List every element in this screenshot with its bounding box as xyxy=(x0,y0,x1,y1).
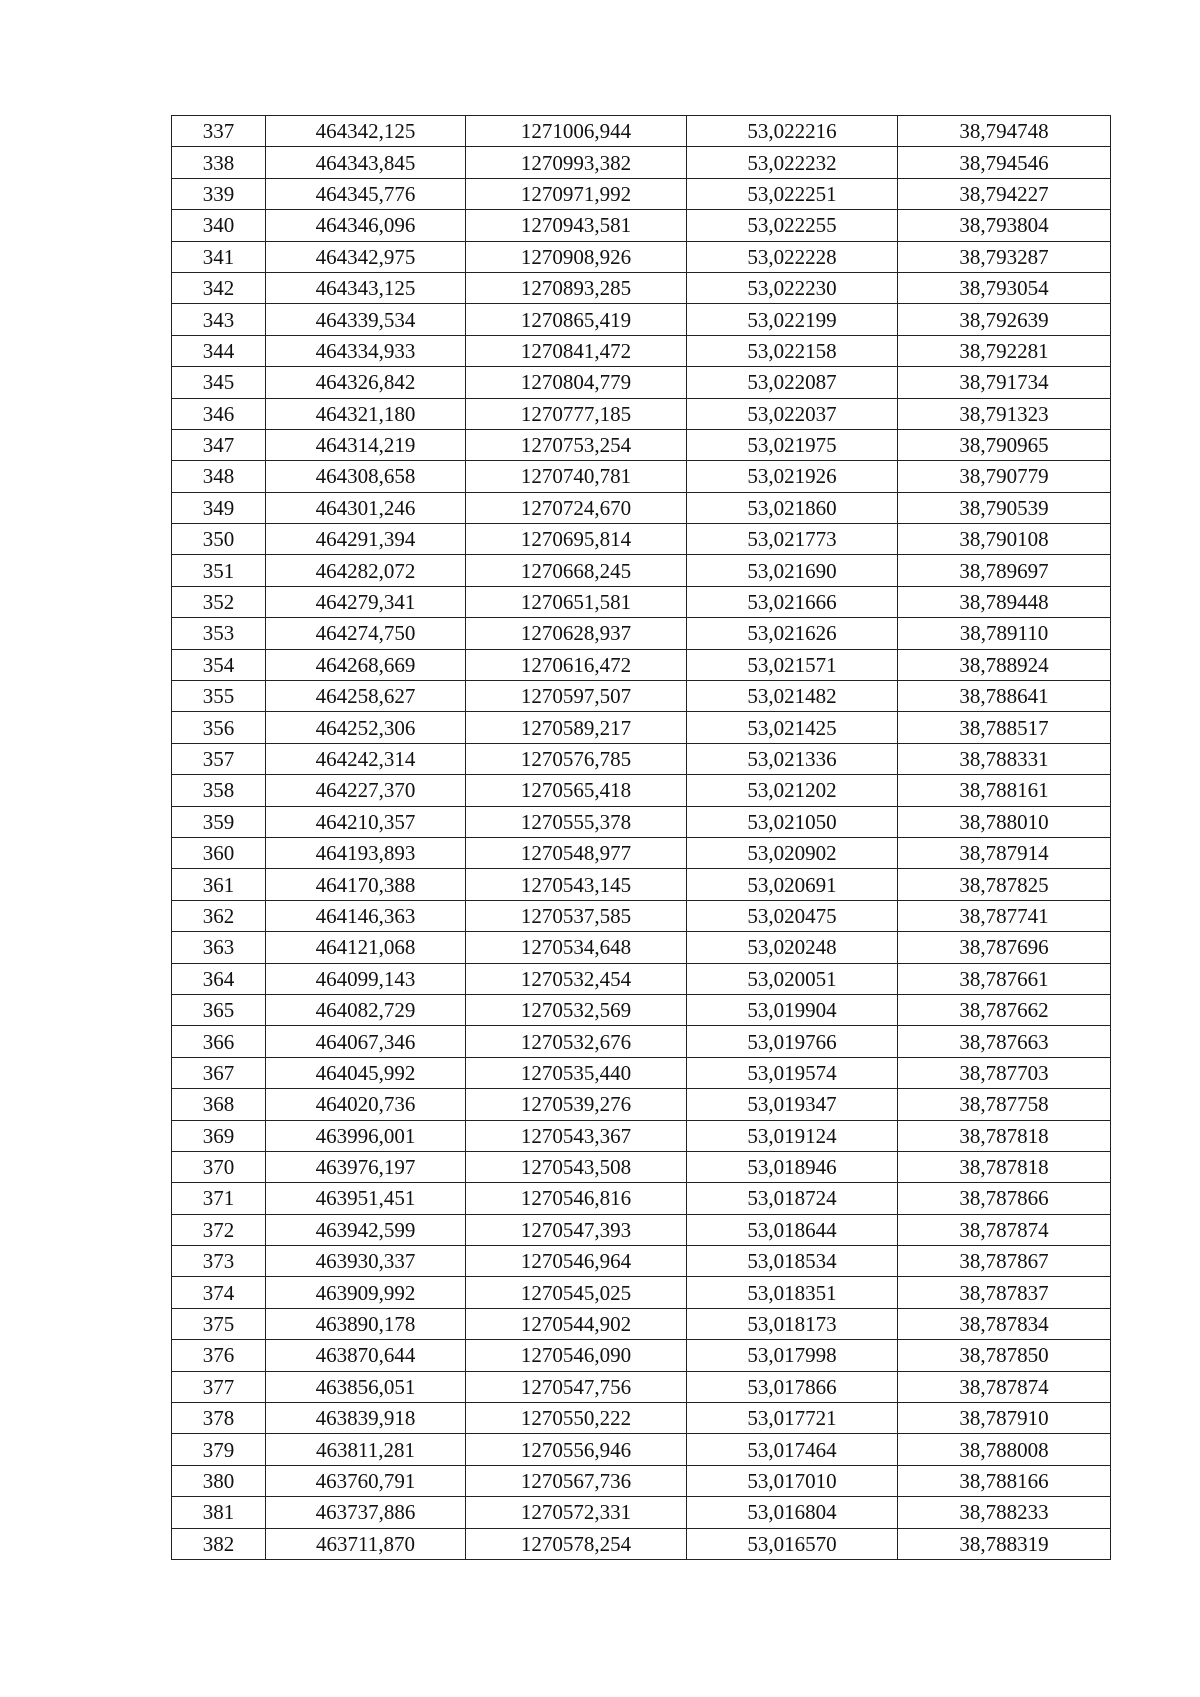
longitude-cell: 38,788331 xyxy=(898,743,1111,774)
table-row xyxy=(172,869,1111,900)
longitude-cell: 38,788010 xyxy=(898,806,1111,837)
point-number-cell: 353 xyxy=(172,618,266,649)
point-number-cell: 354 xyxy=(172,649,266,680)
latitude-cell: 53,017721 xyxy=(687,1403,898,1434)
y-coordinate-cell: 1270572,331 xyxy=(466,1497,687,1528)
x-coordinate-cell: 464227,370 xyxy=(266,775,466,806)
x-coordinate-cell: 463839,918 xyxy=(266,1403,466,1434)
x-coordinate-cell: 464252,306 xyxy=(266,712,466,743)
x-coordinate-cell: 464345,776 xyxy=(266,178,466,209)
point-number-cell: 380 xyxy=(172,1465,266,1496)
point-number-cell: 371 xyxy=(172,1183,266,1214)
x-coordinate-cell: 464210,357 xyxy=(266,806,466,837)
y-coordinate-cell: 1270543,508 xyxy=(466,1151,687,1182)
point-number-cell: 372 xyxy=(172,1214,266,1245)
y-coordinate-cell: 1270695,814 xyxy=(466,524,687,555)
x-coordinate-cell: 464339,534 xyxy=(266,304,466,335)
longitude-cell: 38,787661 xyxy=(898,963,1111,994)
y-coordinate-cell: 1270539,276 xyxy=(466,1089,687,1120)
latitude-cell: 53,016570 xyxy=(687,1528,898,1559)
latitude-cell: 53,020475 xyxy=(687,900,898,931)
longitude-cell: 38,787703 xyxy=(898,1057,1111,1088)
longitude-cell: 38,789697 xyxy=(898,555,1111,586)
longitude-cell: 38,787818 xyxy=(898,1120,1111,1151)
table-row xyxy=(172,1277,1111,1308)
point-number-cell: 355 xyxy=(172,681,266,712)
x-coordinate-cell: 463870,644 xyxy=(266,1340,466,1371)
point-number-cell: 378 xyxy=(172,1403,266,1434)
latitude-cell: 53,022216 xyxy=(687,116,898,147)
longitude-cell: 38,794227 xyxy=(898,178,1111,209)
x-coordinate-cell: 463760,791 xyxy=(266,1465,466,1496)
y-coordinate-cell: 1270971,992 xyxy=(466,178,687,209)
x-coordinate-cell: 464067,346 xyxy=(266,1026,466,1057)
longitude-cell: 38,792281 xyxy=(898,335,1111,366)
x-coordinate-cell: 464242,314 xyxy=(266,743,466,774)
table-row xyxy=(172,806,1111,837)
point-number-cell: 347 xyxy=(172,429,266,460)
y-coordinate-cell: 1270841,472 xyxy=(466,335,687,366)
x-coordinate-cell: 464274,750 xyxy=(266,618,466,649)
point-number-cell: 340 xyxy=(172,210,266,241)
x-coordinate-cell: 464343,845 xyxy=(266,147,466,178)
point-number-cell: 359 xyxy=(172,806,266,837)
latitude-cell: 53,022232 xyxy=(687,147,898,178)
y-coordinate-cell: 1270576,785 xyxy=(466,743,687,774)
x-coordinate-cell: 464082,729 xyxy=(266,994,466,1025)
y-coordinate-cell: 1270546,964 xyxy=(466,1246,687,1277)
table-row xyxy=(172,1308,1111,1339)
point-number-cell: 342 xyxy=(172,272,266,303)
x-coordinate-cell: 464282,072 xyxy=(266,555,466,586)
y-coordinate-cell: 1270547,756 xyxy=(466,1371,687,1402)
latitude-cell: 53,018946 xyxy=(687,1151,898,1182)
y-coordinate-cell: 1270534,648 xyxy=(466,932,687,963)
latitude-cell: 53,020902 xyxy=(687,837,898,868)
table-row xyxy=(172,1246,1111,1277)
x-coordinate-cell: 464343,125 xyxy=(266,272,466,303)
y-coordinate-cell: 1270753,254 xyxy=(466,429,687,460)
point-number-cell: 349 xyxy=(172,492,266,523)
x-coordinate-cell: 464326,842 xyxy=(266,367,466,398)
x-coordinate-cell: 463711,870 xyxy=(266,1528,466,1559)
point-number-cell: 368 xyxy=(172,1089,266,1120)
table-row xyxy=(172,304,1111,335)
longitude-cell: 38,789448 xyxy=(898,586,1111,617)
y-coordinate-cell: 1270548,977 xyxy=(466,837,687,868)
table-row xyxy=(172,461,1111,492)
longitude-cell: 38,788166 xyxy=(898,1465,1111,1496)
table-row xyxy=(172,1340,1111,1371)
x-coordinate-cell: 463996,001 xyxy=(266,1120,466,1151)
table-row xyxy=(172,272,1111,303)
longitude-cell: 38,788319 xyxy=(898,1528,1111,1559)
x-coordinate-cell: 464342,125 xyxy=(266,116,466,147)
point-number-cell: 373 xyxy=(172,1246,266,1277)
table-row xyxy=(172,335,1111,366)
table-row xyxy=(172,241,1111,272)
table-row xyxy=(172,932,1111,963)
latitude-cell: 53,019574 xyxy=(687,1057,898,1088)
table-row xyxy=(172,492,1111,523)
table-row xyxy=(172,743,1111,774)
y-coordinate-cell: 1270543,145 xyxy=(466,869,687,900)
coordinates-table xyxy=(171,115,1111,1560)
x-coordinate-cell: 464314,219 xyxy=(266,429,466,460)
longitude-cell: 38,790779 xyxy=(898,461,1111,492)
latitude-cell: 53,020248 xyxy=(687,932,898,963)
point-number-cell: 356 xyxy=(172,712,266,743)
x-coordinate-cell: 464308,658 xyxy=(266,461,466,492)
x-coordinate-cell: 464334,933 xyxy=(266,335,466,366)
point-number-cell: 358 xyxy=(172,775,266,806)
longitude-cell: 38,788233 xyxy=(898,1497,1111,1528)
y-coordinate-cell: 1270908,926 xyxy=(466,241,687,272)
latitude-cell: 53,021860 xyxy=(687,492,898,523)
latitude-cell: 53,017866 xyxy=(687,1371,898,1402)
longitude-cell: 38,791323 xyxy=(898,398,1111,429)
y-coordinate-cell: 1270616,472 xyxy=(466,649,687,680)
latitude-cell: 53,022158 xyxy=(687,335,898,366)
x-coordinate-cell: 464301,246 xyxy=(266,492,466,523)
table-row xyxy=(172,994,1111,1025)
latitude-cell: 53,022230 xyxy=(687,272,898,303)
coordinates-table-body xyxy=(172,116,1111,1560)
x-coordinate-cell: 464170,388 xyxy=(266,869,466,900)
point-number-cell: 361 xyxy=(172,869,266,900)
point-number-cell: 367 xyxy=(172,1057,266,1088)
latitude-cell: 53,021482 xyxy=(687,681,898,712)
latitude-cell: 53,019766 xyxy=(687,1026,898,1057)
latitude-cell: 53,021425 xyxy=(687,712,898,743)
longitude-cell: 38,793804 xyxy=(898,210,1111,241)
longitude-cell: 38,790965 xyxy=(898,429,1111,460)
table-row xyxy=(172,429,1111,460)
y-coordinate-cell: 1270546,090 xyxy=(466,1340,687,1371)
y-coordinate-cell: 1270597,507 xyxy=(466,681,687,712)
x-coordinate-cell: 463942,599 xyxy=(266,1214,466,1245)
latitude-cell: 53,022228 xyxy=(687,241,898,272)
longitude-cell: 38,787834 xyxy=(898,1308,1111,1339)
point-number-cell: 370 xyxy=(172,1151,266,1182)
y-coordinate-cell: 1270628,937 xyxy=(466,618,687,649)
point-number-cell: 344 xyxy=(172,335,266,366)
x-coordinate-cell: 463909,992 xyxy=(266,1277,466,1308)
latitude-cell: 53,021926 xyxy=(687,461,898,492)
longitude-cell: 38,789110 xyxy=(898,618,1111,649)
y-coordinate-cell: 1270537,585 xyxy=(466,900,687,931)
y-coordinate-cell: 1270532,454 xyxy=(466,963,687,994)
table-row xyxy=(172,1026,1111,1057)
longitude-cell: 38,787866 xyxy=(898,1183,1111,1214)
point-number-cell: 350 xyxy=(172,524,266,555)
table-row xyxy=(172,1057,1111,1088)
table-row xyxy=(172,586,1111,617)
longitude-cell: 38,793287 xyxy=(898,241,1111,272)
longitude-cell: 38,787914 xyxy=(898,837,1111,868)
y-coordinate-cell: 1270578,254 xyxy=(466,1528,687,1559)
x-coordinate-cell: 464268,669 xyxy=(266,649,466,680)
point-number-cell: 345 xyxy=(172,367,266,398)
latitude-cell: 53,021666 xyxy=(687,586,898,617)
y-coordinate-cell: 1270535,440 xyxy=(466,1057,687,1088)
y-coordinate-cell: 1270668,245 xyxy=(466,555,687,586)
longitude-cell: 38,793054 xyxy=(898,272,1111,303)
longitude-cell: 38,787874 xyxy=(898,1371,1111,1402)
table-row xyxy=(172,367,1111,398)
longitude-cell: 38,787818 xyxy=(898,1151,1111,1182)
y-coordinate-cell: 1270544,902 xyxy=(466,1308,687,1339)
x-coordinate-cell: 463951,451 xyxy=(266,1183,466,1214)
y-coordinate-cell: 1270724,670 xyxy=(466,492,687,523)
y-coordinate-cell: 1270589,217 xyxy=(466,712,687,743)
latitude-cell: 53,022255 xyxy=(687,210,898,241)
point-number-cell: 377 xyxy=(172,1371,266,1402)
x-coordinate-cell: 463976,197 xyxy=(266,1151,466,1182)
point-number-cell: 369 xyxy=(172,1120,266,1151)
point-number-cell: 376 xyxy=(172,1340,266,1371)
longitude-cell: 38,788161 xyxy=(898,775,1111,806)
x-coordinate-cell: 464121,068 xyxy=(266,932,466,963)
y-coordinate-cell: 1270993,382 xyxy=(466,147,687,178)
latitude-cell: 53,019124 xyxy=(687,1120,898,1151)
longitude-cell: 38,787663 xyxy=(898,1026,1111,1057)
latitude-cell: 53,016804 xyxy=(687,1497,898,1528)
y-coordinate-cell: 1270532,676 xyxy=(466,1026,687,1057)
y-coordinate-cell: 1270545,025 xyxy=(466,1277,687,1308)
point-number-cell: 365 xyxy=(172,994,266,1025)
x-coordinate-cell: 464045,992 xyxy=(266,1057,466,1088)
longitude-cell: 38,792639 xyxy=(898,304,1111,335)
table-row xyxy=(172,649,1111,680)
x-coordinate-cell: 463856,051 xyxy=(266,1371,466,1402)
y-coordinate-cell: 1270555,378 xyxy=(466,806,687,837)
table-row xyxy=(172,1465,1111,1496)
longitude-cell: 38,794748 xyxy=(898,116,1111,147)
point-number-cell: 339 xyxy=(172,178,266,209)
x-coordinate-cell: 464146,363 xyxy=(266,900,466,931)
latitude-cell: 53,019347 xyxy=(687,1089,898,1120)
table-row xyxy=(172,963,1111,994)
latitude-cell: 53,018724 xyxy=(687,1183,898,1214)
table-row xyxy=(172,210,1111,241)
longitude-cell: 38,790539 xyxy=(898,492,1111,523)
table-row xyxy=(172,900,1111,931)
table-row xyxy=(172,681,1111,712)
latitude-cell: 53,018351 xyxy=(687,1277,898,1308)
x-coordinate-cell: 463811,281 xyxy=(266,1434,466,1465)
latitude-cell: 53,018644 xyxy=(687,1214,898,1245)
table-row xyxy=(172,775,1111,806)
point-number-cell: 346 xyxy=(172,398,266,429)
latitude-cell: 53,022251 xyxy=(687,178,898,209)
point-number-cell: 338 xyxy=(172,147,266,178)
y-coordinate-cell: 1270565,418 xyxy=(466,775,687,806)
longitude-cell: 38,787741 xyxy=(898,900,1111,931)
x-coordinate-cell: 463890,178 xyxy=(266,1308,466,1339)
table-row xyxy=(172,398,1111,429)
point-number-cell: 360 xyxy=(172,837,266,868)
latitude-cell: 53,021571 xyxy=(687,649,898,680)
longitude-cell: 38,787910 xyxy=(898,1403,1111,1434)
table-row xyxy=(172,1120,1111,1151)
table-row xyxy=(172,1403,1111,1434)
table-row xyxy=(172,1434,1111,1465)
x-coordinate-cell: 464020,736 xyxy=(266,1089,466,1120)
table-row xyxy=(172,1214,1111,1245)
table-row xyxy=(172,178,1111,209)
latitude-cell: 53,017998 xyxy=(687,1340,898,1371)
longitude-cell: 38,787696 xyxy=(898,932,1111,963)
x-coordinate-cell: 464193,893 xyxy=(266,837,466,868)
latitude-cell: 53,017010 xyxy=(687,1465,898,1496)
table-row xyxy=(172,837,1111,868)
latitude-cell: 53,022199 xyxy=(687,304,898,335)
table-row xyxy=(172,1528,1111,1559)
x-coordinate-cell: 464342,975 xyxy=(266,241,466,272)
latitude-cell: 53,020051 xyxy=(687,963,898,994)
x-coordinate-cell: 464321,180 xyxy=(266,398,466,429)
y-coordinate-cell: 1270740,781 xyxy=(466,461,687,492)
longitude-cell: 38,787662 xyxy=(898,994,1111,1025)
point-number-cell: 381 xyxy=(172,1497,266,1528)
longitude-cell: 38,787837 xyxy=(898,1277,1111,1308)
point-number-cell: 337 xyxy=(172,116,266,147)
point-number-cell: 362 xyxy=(172,900,266,931)
longitude-cell: 38,787758 xyxy=(898,1089,1111,1120)
longitude-cell: 38,787867 xyxy=(898,1246,1111,1277)
table-row xyxy=(172,1089,1111,1120)
table-row xyxy=(172,1371,1111,1402)
latitude-cell: 53,021773 xyxy=(687,524,898,555)
point-number-cell: 352 xyxy=(172,586,266,617)
y-coordinate-cell: 1270547,393 xyxy=(466,1214,687,1245)
y-coordinate-cell: 1270651,581 xyxy=(466,586,687,617)
table-row xyxy=(172,1151,1111,1182)
y-coordinate-cell: 1270543,367 xyxy=(466,1120,687,1151)
table-row xyxy=(172,524,1111,555)
table-row xyxy=(172,1497,1111,1528)
latitude-cell: 53,019904 xyxy=(687,994,898,1025)
x-coordinate-cell: 464258,627 xyxy=(266,681,466,712)
point-number-cell: 379 xyxy=(172,1434,266,1465)
table-row xyxy=(172,1183,1111,1214)
longitude-cell: 38,790108 xyxy=(898,524,1111,555)
y-coordinate-cell: 1270567,736 xyxy=(466,1465,687,1496)
longitude-cell: 38,787874 xyxy=(898,1214,1111,1245)
longitude-cell: 38,788924 xyxy=(898,649,1111,680)
y-coordinate-cell: 1270804,779 xyxy=(466,367,687,398)
latitude-cell: 53,021050 xyxy=(687,806,898,837)
x-coordinate-cell: 464099,143 xyxy=(266,963,466,994)
y-coordinate-cell: 1270777,185 xyxy=(466,398,687,429)
point-number-cell: 382 xyxy=(172,1528,266,1559)
longitude-cell: 38,788008 xyxy=(898,1434,1111,1465)
latitude-cell: 53,018534 xyxy=(687,1246,898,1277)
x-coordinate-cell: 464291,394 xyxy=(266,524,466,555)
latitude-cell: 53,022037 xyxy=(687,398,898,429)
latitude-cell: 53,022087 xyxy=(687,367,898,398)
y-coordinate-cell: 1271006,944 xyxy=(466,116,687,147)
longitude-cell: 38,788517 xyxy=(898,712,1111,743)
y-coordinate-cell: 1270546,816 xyxy=(466,1183,687,1214)
y-coordinate-cell: 1270550,222 xyxy=(466,1403,687,1434)
longitude-cell: 38,794546 xyxy=(898,147,1111,178)
longitude-cell: 38,787825 xyxy=(898,869,1111,900)
latitude-cell: 53,018173 xyxy=(687,1308,898,1339)
latitude-cell: 53,021336 xyxy=(687,743,898,774)
point-number-cell: 343 xyxy=(172,304,266,335)
y-coordinate-cell: 1270556,946 xyxy=(466,1434,687,1465)
latitude-cell: 53,021202 xyxy=(687,775,898,806)
x-coordinate-cell: 463930,337 xyxy=(266,1246,466,1277)
point-number-cell: 357 xyxy=(172,743,266,774)
point-number-cell: 364 xyxy=(172,963,266,994)
table-row xyxy=(172,147,1111,178)
latitude-cell: 53,020691 xyxy=(687,869,898,900)
point-number-cell: 351 xyxy=(172,555,266,586)
point-number-cell: 341 xyxy=(172,241,266,272)
y-coordinate-cell: 1270943,581 xyxy=(466,210,687,241)
table-row xyxy=(172,555,1111,586)
table-row xyxy=(172,712,1111,743)
table-row xyxy=(172,618,1111,649)
longitude-cell: 38,787850 xyxy=(898,1340,1111,1371)
x-coordinate-cell: 464346,096 xyxy=(266,210,466,241)
point-number-cell: 366 xyxy=(172,1026,266,1057)
table-row xyxy=(172,116,1111,147)
y-coordinate-cell: 1270865,419 xyxy=(466,304,687,335)
latitude-cell: 53,021975 xyxy=(687,429,898,460)
latitude-cell: 53,021626 xyxy=(687,618,898,649)
point-number-cell: 374 xyxy=(172,1277,266,1308)
point-number-cell: 363 xyxy=(172,932,266,963)
x-coordinate-cell: 464279,341 xyxy=(266,586,466,617)
longitude-cell: 38,788641 xyxy=(898,681,1111,712)
point-number-cell: 375 xyxy=(172,1308,266,1339)
x-coordinate-cell: 463737,886 xyxy=(266,1497,466,1528)
y-coordinate-cell: 1270532,569 xyxy=(466,994,687,1025)
latitude-cell: 53,017464 xyxy=(687,1434,898,1465)
y-coordinate-cell: 1270893,285 xyxy=(466,272,687,303)
latitude-cell: 53,021690 xyxy=(687,555,898,586)
longitude-cell: 38,791734 xyxy=(898,367,1111,398)
point-number-cell: 348 xyxy=(172,461,266,492)
